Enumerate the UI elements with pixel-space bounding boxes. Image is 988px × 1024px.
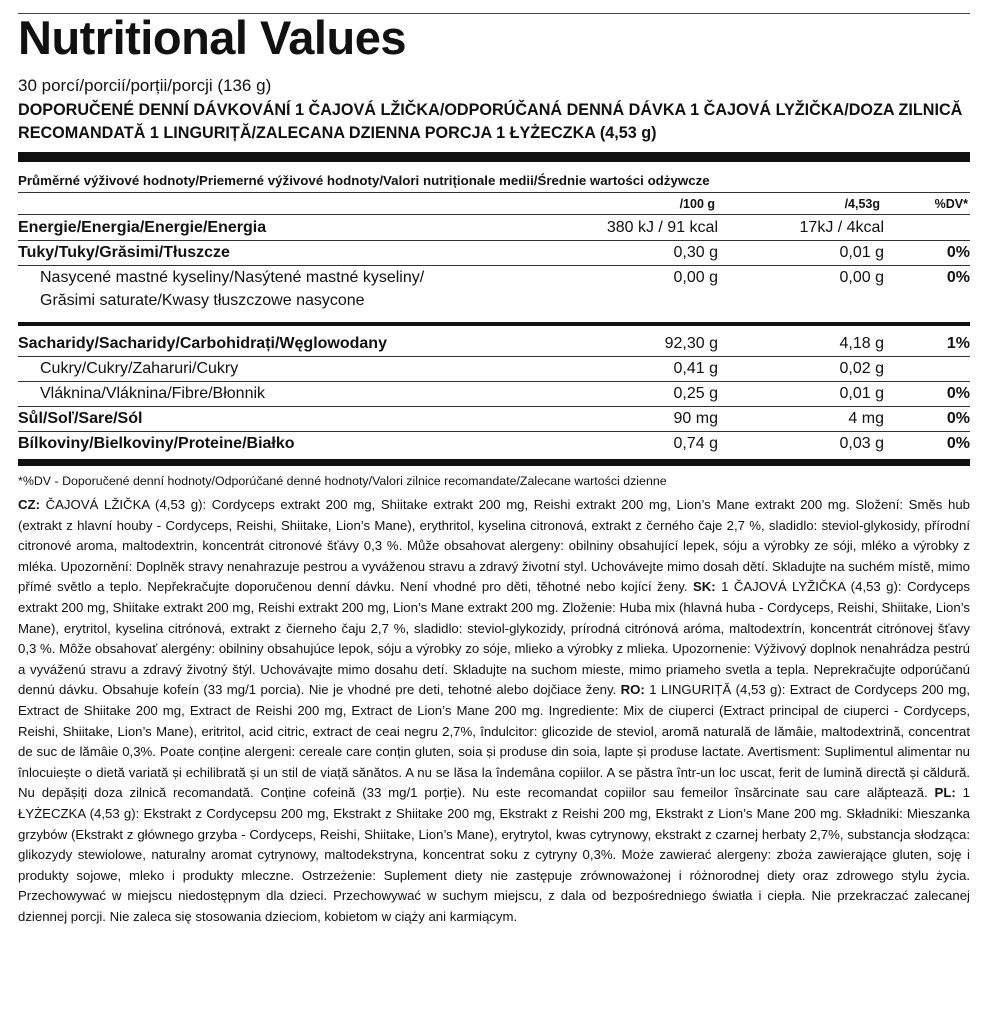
row-label: Vláknina/Vláknina/Fibre/Błonnik <box>40 385 266 402</box>
medium-divider <box>18 322 970 326</box>
row-value-per100: 0,30 g <box>673 244 718 261</box>
divider <box>18 356 970 357</box>
row-value-perdose: 0,00 g <box>839 269 884 286</box>
row-value-perdose: 17kJ / 4kcal <box>799 219 884 236</box>
text-pl: 1 ŁYŻECZKA (4,53 g): Ekstrakt z Cordycepsu 200 mg, Ekstrakt z Shiitake 200 mg, Ekstrakt z Reishi 200 mg, Ekstrakt z Lion’s Mane 200 mg. Składniki: Mieszanka grzybów (Ekstrakt z głównego grzyba - Cordyceps, Reishi, Shiitake, Lion’s Mane), erytrytol, kwas cytrynowy, ekstrakt z czarnej herbaty 2,7%, substancja słodząca: glikozydy stewiolowe, naturalny aromat cytrynowy, maltodekstryna, koncentrat soku z cytryny 0,3%. Może zawierać alergeny: zboża zawierające gluten, soję i produkty sojowe, mleko i produkty mleczne. Ostrzeżenie: Suplement diety nie zastępuje zrównoważonej i różnorodnej diety oraz zdrowego stylu życia. Przechowywać w miejscu niedostępnym dla dzieci. Przechowywać w suchym miejscu, z dala od bezpośredniego światła i ciepła. Nie przekraczać zalecanej dziennej porcji. Nie zaleca się stosowania dzieciom, kobietom w ciąży ani karmiącym. <box>18 785 970 924</box>
divider <box>18 265 970 266</box>
row-value-per100: 0,74 g <box>673 435 718 452</box>
row-value-perdose: 4,18 g <box>839 335 884 352</box>
row-value-per100: 0,00 g <box>673 269 718 286</box>
lang-tag-pl: PL: <box>934 785 956 801</box>
divider <box>18 192 970 193</box>
row-value-per100: 90 mg <box>673 410 718 427</box>
divider <box>18 406 970 407</box>
row-value-perdose: 0,01 g <box>839 385 884 402</box>
row-value-perdose: 0,01 g <box>839 244 884 261</box>
row-value-perdose: 0,03 g <box>839 435 884 452</box>
row-value-dv: 0% <box>946 385 970 402</box>
row-value-perdose: 4 mg <box>848 410 884 427</box>
divider <box>18 381 970 382</box>
row-label: Tuky/Tuky/Grăsimi/Tłuszcze <box>18 244 230 261</box>
thick-divider <box>18 152 970 162</box>
row-label: Cukry/Cukry/Zaharuri/Cukry <box>40 360 239 377</box>
text-sk: 1 ČAJOVÁ LYŽIČKA (4,53 g): Cordyceps extrakt 200 mg, Shiitake extrakt 200 mg, Reishi extrakt 200 mg, Lion’s Mane extrakt 200 mg. Zloženie: Huba mix (hlavná huba - Cordyceps, Reishi, Shiitake, Lion’s Mane), erytritol, kyselina citrónová, extrakt z čierneho čaju 2,7 %, sladidlo: steviol-glykozidy, prírodná citrónová aróma, maltodextrín, koncentrát citrónovej šťavy 0,3 %. Môže obsahovať alergény: obilniny obsahujúce lepok, sóju a výrobky zo sóje, mlieko a výrobky z mlieka. Upozornenie: Výživový doplnok nenahrádza pestrú a vyváženú stravu a zdravý životný štýl. Uchovávajte mimo dosahu detí. Skladujte na suchom mieste, mimo priameho svetla a tepla. Neprekračujte odporúčanú dennú dávku. Obsahuje kofeín (33 mg/1 porcia). Nie je vhodné pre deti, tehotné alebo dojčiace ženy. <box>18 579 970 698</box>
col-header-perdose: /4,53g <box>844 197 880 211</box>
row-value-dv: 0% <box>946 269 970 286</box>
row-value-dv: 1% <box>946 335 970 352</box>
divider <box>18 214 970 215</box>
row-value-per100: 0,25 g <box>673 385 718 402</box>
row-label: Sacharidy/Sacharidy/Carbohidrați/Węglowodany <box>18 335 387 352</box>
divider <box>18 240 970 241</box>
serving-size: 30 porcí/porcií/porții/porcji (136 g) <box>18 76 272 95</box>
recommended-dose: DOPORUČENÉ DENNÍ DÁVKOVÁNÍ 1 ČAJOVÁ LŽIČKA/ODPORÚČANÁ DENNÁ DÁVKA 1 ČAJOVÁ LYŽIČKA/DOZA ZILNICĂ RECOMANDATĂ 1 LINGURIȚĂ/ZALECANA DZIENNA PORCJA 1 ŁYŻECZKA (4,53 g) <box>18 101 963 142</box>
row-label: Energie/Energia/Energie/Energia <box>18 219 267 236</box>
divider <box>18 431 970 432</box>
row-label: Bílkoviny/Bielkoviny/Proteine/Białko <box>18 435 295 452</box>
row-value-perdose: 0,02 g <box>839 360 884 377</box>
row-label: Sůl/Soľ/Sare/Sól <box>18 410 143 427</box>
product-description <box>18 495 970 927</box>
text-cz: ČAJOVÁ LŽIČKA (4,53 g): Cordyceps extrakt 200 mg, Shiitake extrakt 200 mg, Reishi extrakt 200 mg, Lion’s Mane extrakt 200 mg. Složení: Směs hub (extrakt z hlavní houby - Cordyceps, Reishi, Shiitake, Lion’s Mane), erythritol, kyselina citronová, extrakt z černého čaje 2,7 %, sladidlo: steviol-glykosidy, přírodní citronové aroma, maltodextrin, koncentrát citronové šťávy 0,3 %. Může obsahovat alergeny: obilniny obsahující lepek, sóju a výrobky ze sóji, mléko a výrobky z mléka. Upozornění: Doplněk stravy nenahrazuje pestrou a vyváženou stravu a zdravý životní styl. Uchovávejte mimo dosah dětí. Skladujte na suchém místě, mimo přímé světlo a teplo. Nepřekračujte doporučenou denní dávku. Není vhodné pro děti, těhotné nebo kojící ženy. <box>18 497 970 595</box>
col-header-per100: /100 g <box>679 197 715 211</box>
row-value-dv: 0% <box>946 410 970 427</box>
dv-footnote: *%DV - Doporučené denní hodnoty/Odporúčané denné hodnoty/Valori zilnice recomandate/Zalecane wartości dzienne <box>18 474 667 488</box>
text-ro: 1 LINGURIȚĂ (4,53 g): Extract de Cordyceps 200 mg, Extract de Shiitake 200 mg, Extract de Reishi 200 mg, Extract de Lion’s Mane 200 mg. Ingrediente: Mix de ciuperci (Extract principal de ciuperci - Cordyceps, Reishi, Shiitake, Lion’s Mane), eritritol, acid citric, extract de ceai negru 2,7%, îndulcitor: glicozide de steviol, aromă naturală de lămâie, maltodextrină, concentrat de suc de lămâie 0,3%. Poate conține alergeni: cereale care conțin gluten, soia și produse din soia, lapte și produse lactate. Avertisment: Suplimentul alimentar nu înlocuiește o dietă variată și echilibrată și un stil de viață sănătos. A nu se lăsa la îndemâna copiilor. A se păstra într-un loc uscat, ferit de lumină directă și căldură. Nu depășiți doza zilnică recomandată. Conține cofeină (33 mg/1 porție). Nu este recomandat copiilor sau femeilor însărcinate sau care alăptează. <box>18 682 970 801</box>
lang-tag-sk: SK: <box>692 579 716 595</box>
row-value-per100: 92,30 g <box>664 335 718 352</box>
row-value-per100: 0,41 g <box>673 360 718 377</box>
page-title: Nutritional Values <box>18 11 406 64</box>
row-value-per100: 380 kJ / 91 kcal <box>606 219 718 236</box>
row-label-line2: Grăsimi saturate/Kwasy tłuszczowe nasycone <box>40 292 365 309</box>
row-label-line1: Nasycené mastné kyseliny/Nasýtené mastné kyseliny/ <box>40 269 425 286</box>
row-value-dv: 0% <box>946 435 970 452</box>
lang-tag-cz: CZ: <box>18 497 40 512</box>
lang-tag-ro: RO: <box>620 682 645 698</box>
average-values-heading: Průměrné výživové hodnoty/Priemerné výživové hodnoty/Valori nutriționale medii/Średnie wartości odżywcze <box>18 173 710 188</box>
thick-divider <box>18 459 970 466</box>
table-row <box>18 269 970 313</box>
row-value-dv: 0% <box>946 244 970 261</box>
col-header-dv: %DV* <box>934 197 968 211</box>
